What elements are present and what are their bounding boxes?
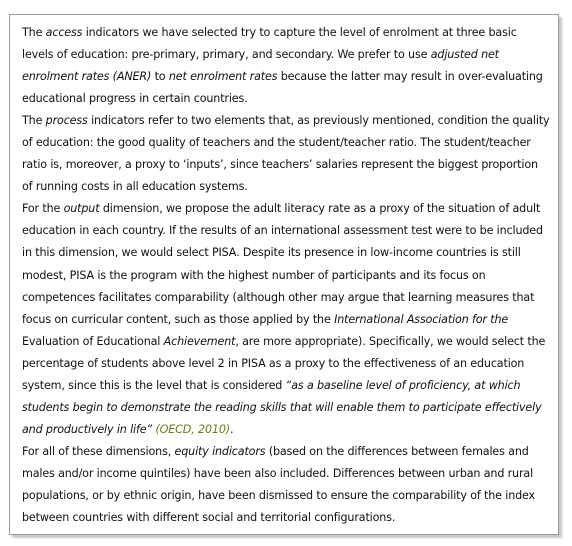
paragraph-access — [22, 22, 550, 110]
text-segment: because the latter may result in over-evaluating educational progress in certain countries. — [22, 70, 543, 106]
text-segment-italic: process — [45, 114, 88, 128]
text-segment: dimension, we propose the adult literacy rate as a proxy of the situation of adult education in each country. If the results of an international assessment test were to be included in this dimension, we would select PISA. Despite its presence in low-income countries is still modest, PISA is the program with the highest number of participants and its focus on competences facilitates comparability (although other may argue that learning measures that focus on curricular content, such as those applied by the — [22, 202, 543, 326]
text-segment: . — [229, 422, 234, 436]
paragraph-output — [22, 198, 550, 441]
text-body — [22, 22, 550, 529]
text-segment: The — [22, 26, 46, 39]
text-segment: indicators refer to two elements that, as previously mentioned, condition the quality of education: the good quality of teachers and the student/teacher ratio. The student/teacher ratio is, moreover, a proxy to ‘inputs’, since teachers’ salaries represent the biggest proportion of running costs in all education systems. — [22, 114, 550, 194]
paragraph-equity — [22, 441, 550, 529]
quotation: “as a baseline level of proficiency, at which students begin to demonstrate the reading skills that will enable them to participate effectively and productively in life” — [22, 378, 542, 436]
text-segment: , are more appropriate). Specifically, we would select the percentage of students above level 2 in PISA as a proxy to the effectiveness of an education system, since this is the level that is considered — [22, 334, 546, 392]
citation-link[interactable]: (OECD, 2010) — [155, 422, 230, 436]
text-segment: For the — [22, 202, 64, 216]
paragraph-process — [22, 110, 550, 198]
text-segment: For all of these dimensions, — [22, 444, 175, 458]
text-segment-italic: Achievement — [163, 334, 236, 348]
text-segment: indicators we have selected try to capture the level of enrolment at three basic levels of education: pre-primary, primary, and secondary. We prefer to use — [22, 26, 517, 62]
text-segment-italic: net enrolment rates — [168, 70, 278, 84]
text-segment-italic: access — [45, 26, 83, 39]
text-segment: to — [151, 70, 169, 84]
text-box — [9, 14, 559, 535]
text-segment-italic: adjusted net enrolment rates (ANER) — [22, 48, 499, 84]
text-segment: Evaluation of Educational — [22, 334, 164, 348]
text-segment: The — [22, 114, 46, 128]
text-segment-italic: equity indicators — [174, 444, 266, 458]
text-segment-italic: output — [63, 202, 100, 216]
text-segment-italic: International Association for the — [334, 312, 509, 326]
text-segment: (based on the differences between females and males and/or income quintiles) have been also included. Differences between urban and rural populations, or by ethnic origin, have been dismissed to ensure the comparability of the index between countries with different social and territorial configurations. — [22, 444, 535, 525]
